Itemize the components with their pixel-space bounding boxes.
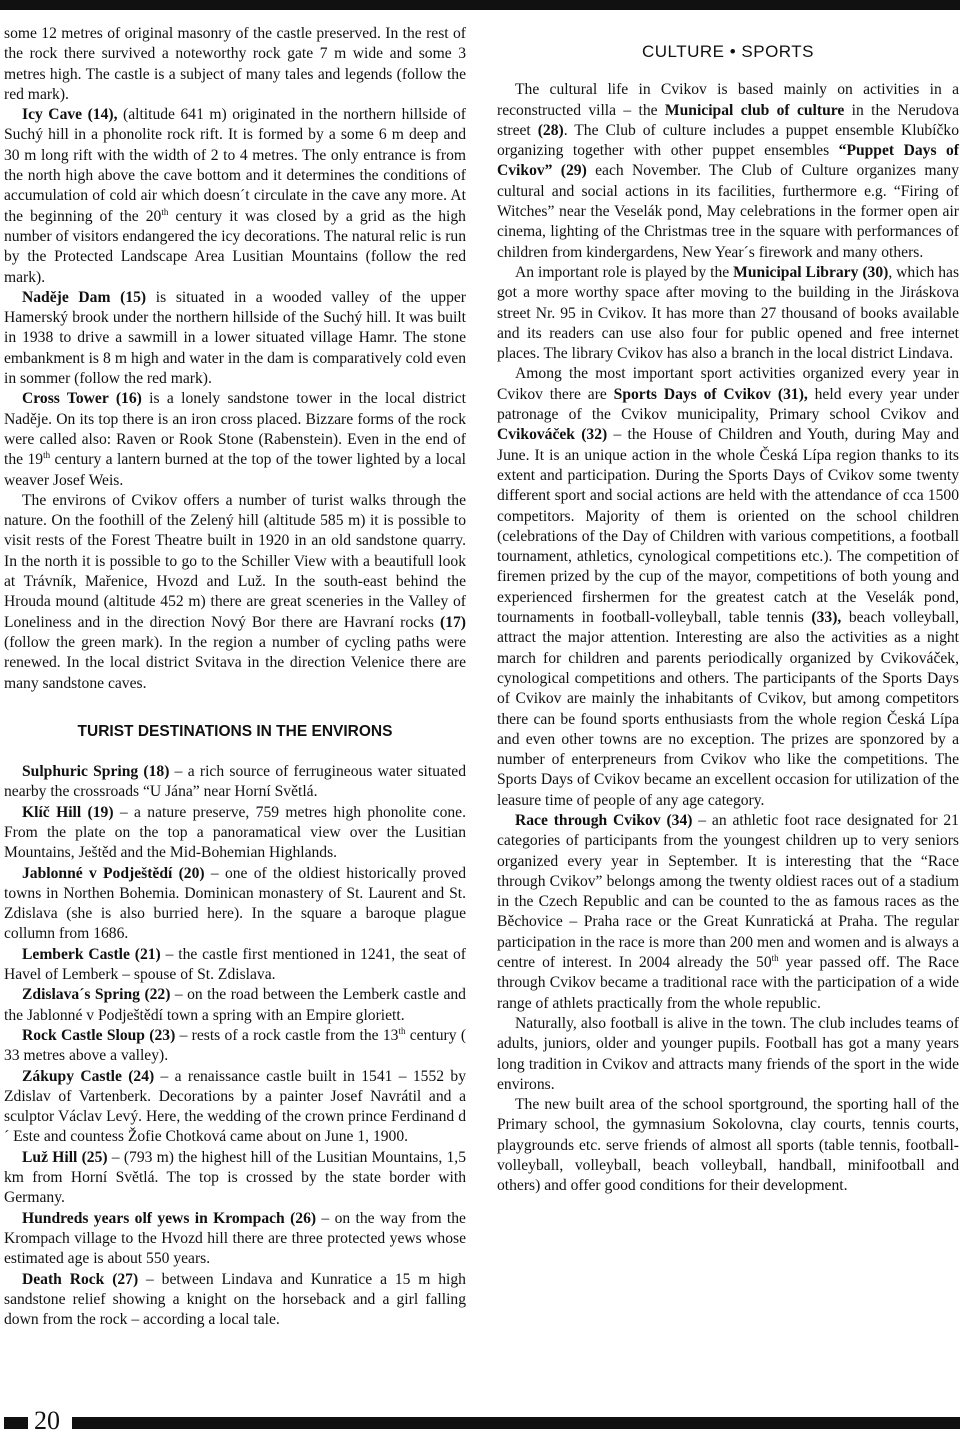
paragraph-nadeje-dam: Naděje Dam (15) is situated in a wooded valley of the upper Hamerský brook under the northern hillside of the Suchý hill. It was built in 1938 to drive a sawmill in a lower situated village Hamr. The stone embankment is 8 m high and water in the dam is comparatively cold even in sommer (follow the red mark). xyxy=(4,288,466,388)
paragraph-sports-days: Among the most important sport activities organized every year in Cvikov there are Sports Days of Cvikov (31), held every year under patronage of the Cvikov municipality, Primary school Cvikov and Cvikováček (32) – the House of Children and Youth, during May and June. It is an unique action in the whole Česká Lípa region thanks to its extent and participation. During the Sports Days of Cvikov some twenty different sport and social actions are held with the attendance of cca 1500 competitors. Majority of them is oriented on the school children (celebrations of the Day of Children with various competitions, a football tournament, athletics, cynological competitions etc.). The competition of firemen prized by the cup of the mayor, competitions of both young and experienced firshermen for the greatest catch at the Veselák pond, tournaments in football-volleyball, table tennis (33), beach volleyball, attract the major attention. Interesting are also the activities as a night march for children and parents periodically organized by Cvikováček, cynological competitions and others. The participants of the Sports Days of Cvikov are mainly the inhabitants of Cvikov, but among competitors there can be found sports enthusiasts from the whole region Česká Lípa and even other towns are no exception. The prizes are sponzored by a number of enterpreneurs from Cvikov who like the competitions. The Sports Days of Cvikov became an excellent occasion for utilization of the leasure time of people of any age category. xyxy=(497,365,959,809)
destination-death-rock: Death Rock (27) – between Lindava and Kunratice a 15 m high sandstone relief showing a knight on the horseback and a girl falling down from the rock – according a local tale. xyxy=(4,1270,466,1329)
paragraph-icy-cave: Icy Cave (14), (altitude 641 m) originated in the northern hillside of Suchý hill in a phonolite rock rift. It is formed by a some 6 m deep and 30 m long rift with the width of 2 to 4 metres. The only entrance is from the north high above the cave bottom and it determines the conditions of accumulation of cold air which doesn´t circulate in the cave any more. At the beginning of the 20th century it was closed by a grid as the high number of visitors endangered the icy decorations. The natural relic is run by the Protected Landscape Area Lusitian Mountains (follow the red mark). xyxy=(4,106,466,286)
right-column xyxy=(497,42,959,1197)
paragraph-sportground: The new built area of the school sportground, the sporting hall of the Primary school, the gymnasium Sokolovna, clay courts, tennis courts, playgrounds etc. serve friends of almost all sports (table tennis, football-volleyball, volleyball, beach volleyball, handball, minifootball and others) and offer good conditions for their development. xyxy=(497,1096,959,1195)
page-footer xyxy=(0,1403,960,1433)
destination-lemberk-castle: Lemberk Castle (21) – the castle first mentioned in 1241, the seat of Havel of Lemberk – spouse of St. Zdislava. xyxy=(4,945,466,984)
paragraph-cross-tower: Cross Tower (16) is a lonely sandstone tower in the local district Naděje. On its top there is an iron cross placed. Bizzare forms of the rock were called also: Raven or Rook Stone (Rabenstein). Even in the end of the 19th century a lantern burned at the top of the tower lighted by a local weaver Josef Weis. xyxy=(4,390,466,489)
culture-sports-heading: CULTURE • SPORTS xyxy=(641,42,814,61)
paragraph-race-through-cvikov: Race through Cvikov (34) – an athletic foot race designated for 21 categories of participants from the youngest children up to very seniors organized every year in September. It is interesting that the “Race through Cvikov” belongs among the twenty oldiest races out of a stadium in the Czech Republic and can be counted to the as famous races as the Běchovice – Praha race or the Great Kunratická at Praha. The regular participation in the race is more than 200 men and women and is always a centre of interest. In 2004 already the 50th year passed off. The Race through Cvikov became a traditional race with the participation of a wide range of athlets practically from the whole republic. xyxy=(497,811,959,1012)
paragraph-football: Naturally, also football is alive in the town. The club includes teams of adults, juniors, older and younger pupils. Football has got a many years long tradition in Cvikov and attracts many friends of the sport in the wide environs. xyxy=(497,1014,959,1093)
destination-luz-hill: Luž Hill (25) – (793 m) the highest hill of the Lusitian Mountains, 1,5 km from Horní Světlá. The top is crossed by the state border with Germany. xyxy=(4,1148,466,1207)
top-rule xyxy=(0,0,960,10)
paragraph-environs: The environs of Cvikov offers a number of turist walks through the nature. On the foothill of the Zelený hill (altitude 585 m) it is possible to visit rests of the Forest Theatre built in 1920 in an old sandstone quarry. In the north it is possible to go to the Schiller View with a beautifull look at Trávník, Mařenice, Hvozd and Luž. In the south-east behind the Hrouda mound (altitude 452 m) there are great sceneries in the Valley of Loneliness and in the direction Nový Bor there are Havraní rocks (17) (follow the green mark). In the region a number of cycling paths were renewed. In the local district Svitava in the direction Velenice there are many sandstone caves. xyxy=(4,491,466,692)
destination-yews-krompach: Hundreds years olf yews in Krompach (26) – on the way from the Krompach village to the Hvozd hill there are three protected yews whose estimated age is about 550 years. xyxy=(4,1209,466,1268)
destination-zakupy-castle: Zákupy Castle (24) – a renaissance castle built in 1541 – 1552 by Zdislav of Vartenberk. Decorations by a painter Josef Navrátil and a sculptor Václav Levý. Here, the wedding of the crown prince Ferdinand d´ Este and countess Žofie Chotková came about on June 1, 1900. xyxy=(4,1067,466,1146)
destination-klic-hill: Klíč Hill (19) – a nature preserve, 759 metres high phonolite cone. From the plate on the top a panoramatical view over the Lusitian Mountains, Ještěd and the Mid-Bohemian Highlands. xyxy=(4,803,466,862)
section-title-turist-destinations: TURIST DESTINATIONS IN THE ENVIRONS xyxy=(77,722,393,740)
paragraph-library: An important role is played by the Municipal Library (30), which has got a more worthy space after moving to the building in the Jiráskova street Nr. 95 in Cvikov. It has more than 27 thousand of books available and its readers can use also four for public opened and free internet places. The library Cvikov has also a branch in the local district Lindava. xyxy=(497,263,960,363)
destination-sulphuric-spring: Sulphuric Spring (18) – a rich source of ferrugineous water situated nearby the crossroads “U Jána” near Horní Světlá. xyxy=(4,763,466,801)
destination-jablonne: Jablonné v Podještědí (20) – one of the oldiest historically proved towns in Northen Bohemia. Dominican monastery of St. Laurent and St. Zdislava (she is also burried here). In the square a baroque plague collumn from 1686. xyxy=(4,864,466,943)
page-number: 20 xyxy=(34,1406,60,1435)
footer-rule xyxy=(72,1417,960,1429)
paragraph-club-of-culture: The cultural life in Cvikov is based mainly on activities in a reconstructed villa – the Municipal club of culture in the Nerudova street (28). The Club of culture includes a puppet ensemble Klubíčko organizing together with other puppet ensembles “Puppet Days of Cvikov” (29) each November. The Club of Culture organizes many cultural and social actions in its facilities, furthermore e.g. “Firing of Witches” near the Veselák pond, May celebrations in the former open air cinema, lighting of the Christmas tree in the square with performances of children from kindergardens, New Year´s firework and many others. xyxy=(497,81,960,261)
left-column xyxy=(4,24,466,1330)
footer-square xyxy=(4,1417,28,1429)
destination-rock-castle-sloup: Rock Castle Sloup (23) – rests of a rock castle from the 13th century ( 33 metres above a valley). xyxy=(4,1025,467,1065)
paragraph-castle: some 12 metres of original masonry of the castle preserved. In the rest of the rock there survived a noteworthy rock gate 7 m wide and some 3 metres high. The castle is a subject of many tales and legends (follow the red mark). xyxy=(4,25,466,103)
destination-zdislava-spring: Zdislava´s Spring (22) – on the road between the Lemberk castle and the Jablonné v Podještědí town a spring with an Empire gloriett. xyxy=(4,986,466,1024)
